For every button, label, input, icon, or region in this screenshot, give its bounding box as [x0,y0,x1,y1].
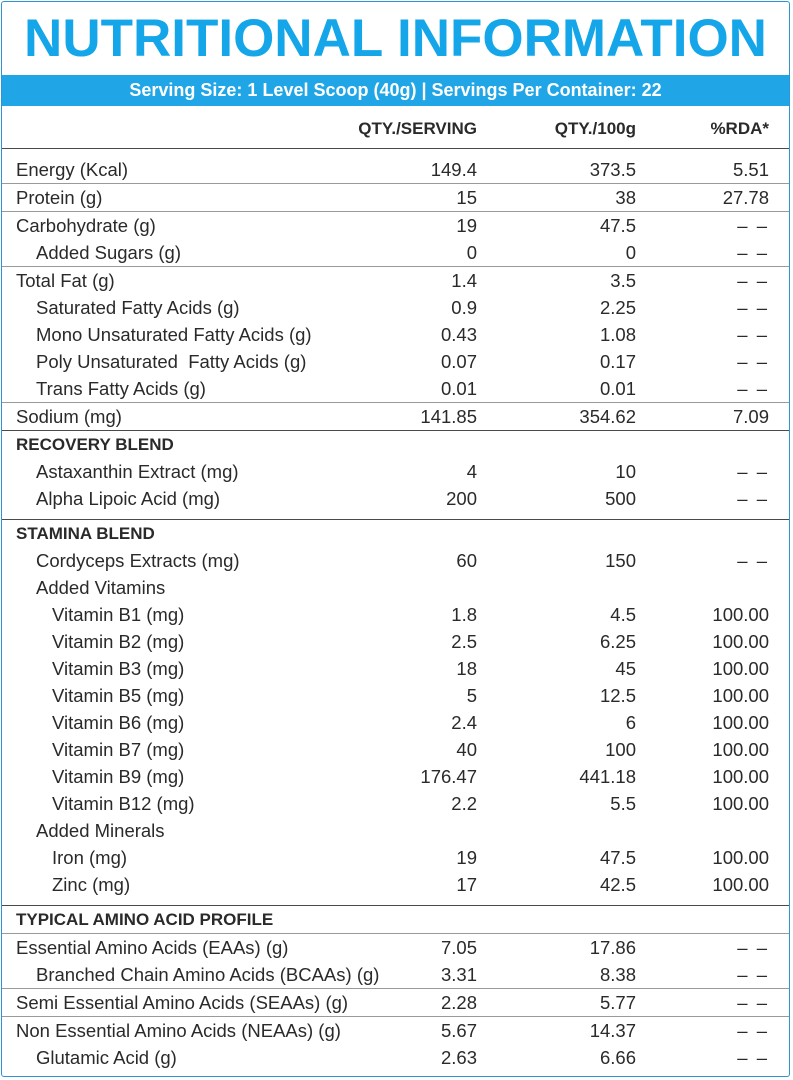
table-row-vitamin-b6 [2,709,789,736]
row-per100: 42.5 [599,874,636,895]
row-rda: – – [737,550,769,571]
section-title: TYPICAL AMINO ACID PROFILE [16,910,274,929]
row-per100: 150 [605,550,636,571]
table-row-vitamin-b7 [2,736,789,763]
row-label: Added Vitamins [36,577,166,598]
table-row-vitamin-b3 [2,655,789,682]
row-serving: 17 [456,874,477,895]
row-serving: 0 [466,242,477,263]
table-row-vitamin-b5 [2,682,789,709]
row-label: Poly Unsaturated Fatty Acids (g) [36,351,307,372]
table-row-bcaas [2,961,789,988]
row-serving: 5.67 [440,1020,477,1041]
row-serving: 2.4 [451,712,477,733]
row-label: Vitamin B5 (mg) [52,685,185,706]
row-per100: 6.66 [599,1047,636,1068]
row-per100: 100 [605,739,636,760]
section-header-stamina-blend [2,519,789,547]
row-per100: 0.17 [599,351,636,372]
row-serving: 15 [456,187,477,208]
row-label: Vitamin B7 (mg) [52,739,185,760]
row-serving: 4 [466,461,477,482]
row-per100: 10 [615,461,636,482]
row-rda: 7.09 [732,406,769,427]
row-rda: 100.00 [712,604,769,625]
row-rda: – – [737,324,769,345]
row-serving: 2.28 [440,992,477,1013]
row-label: Essential Amino Acids (EAAs) (g) [16,937,289,958]
table-row-glutamic [2,1044,789,1071]
row-per100: 5.77 [599,992,636,1013]
row-label: Vitamin B1 (mg) [52,604,185,625]
row-rda: – – [737,351,769,372]
row-label: Added Minerals [36,820,165,841]
row-serving: 149.4 [430,159,477,180]
row-label: Vitamin B3 (mg) [52,658,185,679]
row-rda: – – [737,992,769,1013]
row-label: Mono Unsaturated Fatty Acids (g) [36,324,312,345]
row-per100: 0 [625,242,636,263]
row-rda: 100.00 [712,739,769,760]
row-rda: – – [737,297,769,318]
row-rda: 27.78 [722,187,769,208]
row-per100: 2.25 [599,297,636,318]
row-label: Protein (g) [16,187,103,208]
table-row-total-fat [2,266,789,294]
row-per100: 17.86 [589,937,636,958]
table-row-energy [2,156,789,183]
row-label: Sodium (mg) [16,406,122,427]
row-label: Branched Chain Amino Acids (BCAAs) (g) [36,964,380,985]
row-per100: 47.5 [599,215,636,236]
row-rda: – – [737,964,769,985]
table-row-sodium [2,402,789,430]
table-row-trans [2,375,789,402]
row-rda: – – [737,242,769,263]
row-label: Vitamin B6 (mg) [52,712,185,733]
row-label: Zinc (mg) [52,874,131,895]
row-serving: 19 [456,847,477,868]
row-rda: 100.00 [712,874,769,895]
row-serving: 5 [466,685,477,706]
section-header-recovery-blend [2,430,789,458]
row-label: Trans Fatty Acids (g) [36,378,206,399]
col-qty-serving: QTY./SERVING [358,119,477,138]
table-row-poly [2,348,789,375]
row-per100: 354.62 [579,406,636,427]
table-row-seaas [2,988,789,1016]
row-serving: 2.63 [440,1047,477,1068]
row-per100: 8.38 [599,964,636,985]
col-qty-100g: QTY./100g [554,119,636,138]
row-label: Vitamin B9 (mg) [52,766,185,787]
row-label: Semi Essential Amino Acids (SEAAs) (g) [16,992,349,1013]
row-serving: 40 [456,739,477,760]
table-row-alpha-lipoic [2,485,789,512]
table-row-eaas [2,933,789,961]
row-rda: 100.00 [712,847,769,868]
row-serving: 200 [446,488,477,509]
table-row-saturated [2,294,789,321]
row-per100: 1.08 [599,324,636,345]
table-row-vitamin-b1 [2,601,789,628]
row-serving: 0.9 [451,297,477,318]
row-label: Total Fat (g) [16,270,115,291]
row-per100: 441.18 [579,766,636,787]
row-serving: 0.01 [440,378,477,399]
row-serving: 0.43 [440,324,477,345]
table-row-protein [2,183,789,211]
row-per100: 12.5 [599,685,636,706]
row-rda: 100.00 [712,658,769,679]
row-label: Astaxanthin Extract (mg) [36,461,239,482]
row-label: Vitamin B2 (mg) [52,631,185,652]
row-label: Vitamin B12 (mg) [52,793,195,814]
row-rda: – – [737,1047,769,1068]
row-serving: 1.8 [451,604,477,625]
section-title: STAMINA BLEND [16,524,155,543]
table-row-vitamin-b12 [2,790,789,817]
section-header-amino-acid-profile [2,905,789,933]
page-title: NUTRITIONAL INFORMATION [24,9,767,68]
row-rda: 100.00 [712,685,769,706]
row-per100: 4.5 [610,604,636,625]
row-serving: 19 [456,215,477,236]
col-rda: %RDA* [710,119,769,138]
row-rda: – – [737,488,769,509]
row-label: Saturated Fatty Acids (g) [36,297,240,318]
row-per100: 0.01 [599,378,636,399]
row-serving: 60 [456,550,477,571]
row-serving: 3.31 [440,964,477,985]
row-serving: 18 [456,658,477,679]
row-label: Carbohydrate (g) [16,215,156,236]
row-rda: 100.00 [712,766,769,787]
row-label: Iron (mg) [52,847,128,868]
row-rda: – – [737,378,769,399]
row-serving: 7.05 [440,937,477,958]
row-serving: 2.2 [451,793,477,814]
table-row-added-sugars [2,239,789,266]
row-per100: 14.37 [589,1020,636,1041]
row-per100: 45 [615,658,636,679]
row-per100: 373.5 [589,159,636,180]
row-rda: – – [737,461,769,482]
row-serving: 0.07 [440,351,477,372]
row-rda: 100.00 [712,793,769,814]
nutrition-panel [1,1,790,1077]
row-serving: 176.47 [420,766,477,787]
row-rda: – – [737,937,769,958]
row-per100: 6.25 [599,631,636,652]
row-rda: – – [737,1020,769,1041]
subsection-added-vitamins [2,574,789,601]
row-label: Added Sugars (g) [36,242,182,263]
table-row-carbohydrate [2,211,789,239]
table-row-iron [2,844,789,871]
table-row-mono [2,321,789,348]
table-row-zinc [2,871,789,898]
row-serving: 141.85 [420,406,477,427]
row-rda: 100.00 [712,631,769,652]
row-serving: 1.4 [451,270,477,291]
table-row-cordyceps [2,547,789,574]
row-label: Glutamic Acid (g) [36,1047,177,1068]
section-title: RECOVERY BLEND [16,435,174,454]
row-per100: 38 [615,187,636,208]
row-label: Non Essential Amino Acids (NEAAs) (g) [16,1020,341,1041]
row-rda: – – [737,270,769,291]
row-label: Alpha Lipoic Acid (mg) [36,488,221,509]
row-per100: 3.5 [610,270,636,291]
table-row-vitamin-b2 [2,628,789,655]
row-serving: 2.5 [451,631,477,652]
row-per100: 6 [625,712,636,733]
row-label: Cordyceps Extracts (mg) [36,550,240,571]
table-row-vitamin-b9 [2,763,789,790]
subsection-added-minerals [2,817,789,844]
table-row-neaas [2,1016,789,1044]
row-rda: 5.51 [732,159,769,180]
table-row-astaxanthin [2,458,789,485]
row-label: Energy (Kcal) [16,159,129,180]
row-per100: 5.5 [610,793,636,814]
column-header-row [2,106,789,149]
row-rda: 100.00 [712,712,769,733]
row-per100: 500 [605,488,636,509]
row-rda: – – [737,215,769,236]
serving-info-bar: Serving Size: 1 Level Scoop (40g) | Servings Per Container: 22 [2,75,789,106]
row-per100: 47.5 [599,847,636,868]
